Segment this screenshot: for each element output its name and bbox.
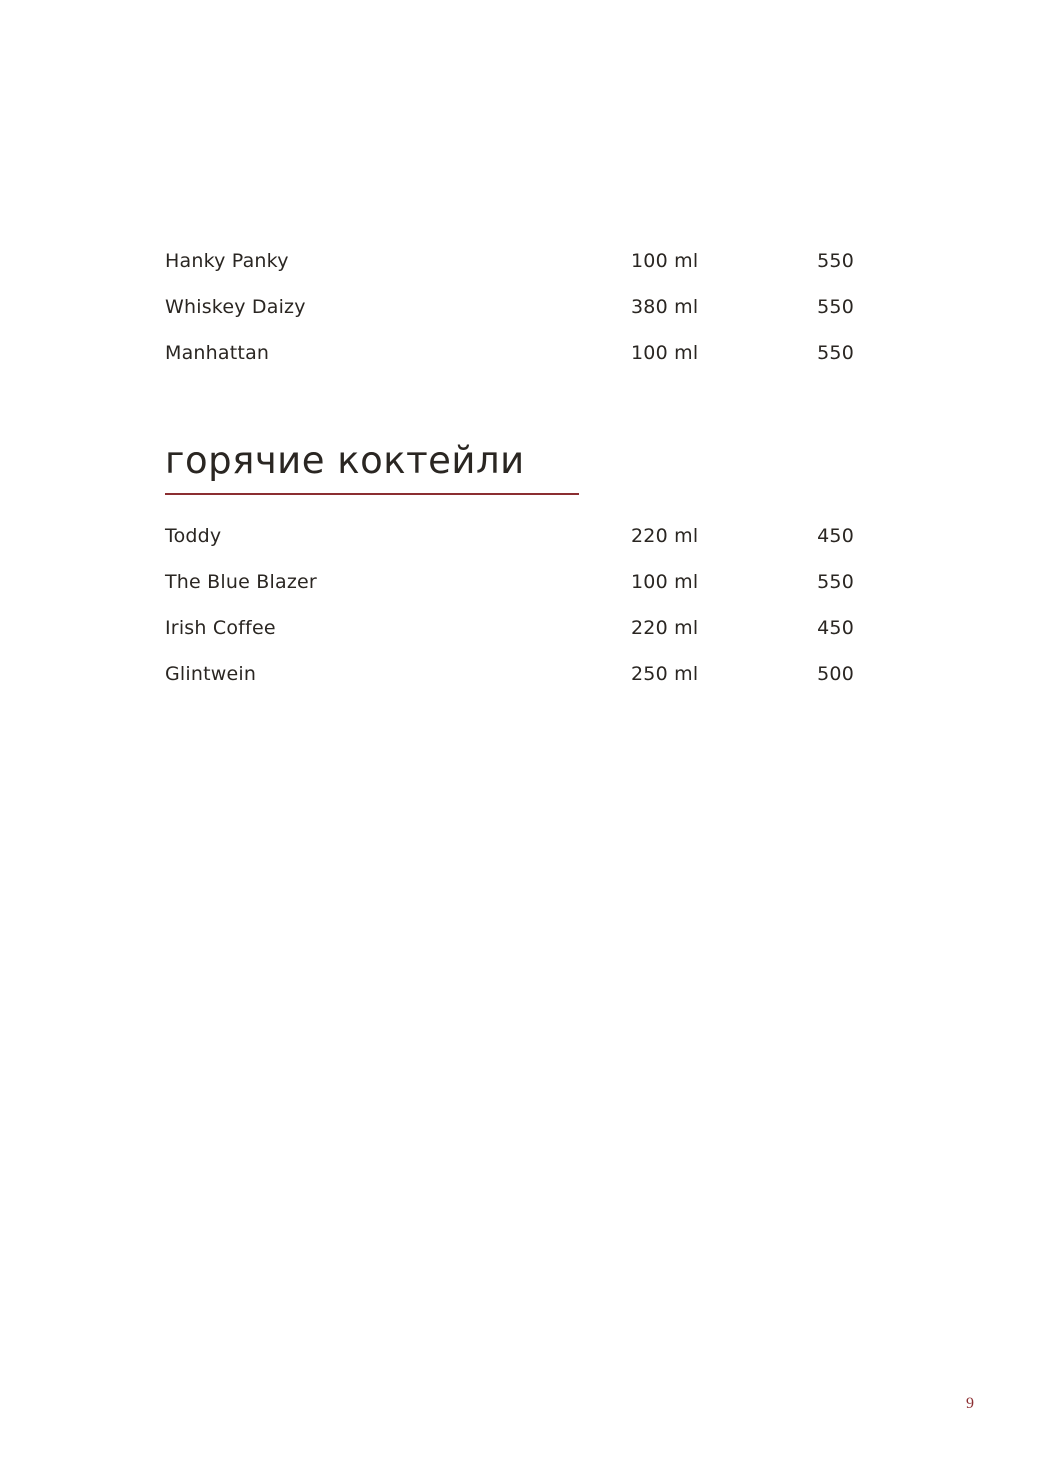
section-title: горячие коктейли: [165, 439, 525, 482]
item-volume: 220 ml: [631, 617, 699, 639]
menu-item: [165, 614, 854, 660]
menu-item: [165, 293, 854, 339]
item-volume: 100 ml: [631, 250, 699, 272]
item-price: 500: [817, 663, 854, 685]
item-name: Glintwein: [165, 663, 257, 685]
menu-item: [165, 568, 854, 614]
item-price: 550: [817, 342, 854, 364]
item-name: Toddy: [165, 525, 222, 547]
item-volume: 100 ml: [631, 342, 699, 364]
item-volume: 380 ml: [631, 296, 699, 318]
menu-item: [165, 247, 854, 293]
menu-item: [165, 339, 854, 385]
item-price: 550: [817, 296, 854, 318]
item-name: Irish Coffee: [165, 617, 276, 639]
hot-cocktail-list: [165, 522, 854, 706]
item-volume: 250 ml: [631, 663, 699, 685]
item-volume: 100 ml: [631, 571, 699, 593]
menu-item: [165, 660, 854, 706]
item-volume: 220 ml: [631, 525, 699, 547]
page-number: 9: [966, 1395, 974, 1412]
item-price: 550: [817, 250, 854, 272]
item-name: Hanky Panky: [165, 250, 289, 272]
item-name: Whiskey Daizy: [165, 296, 306, 318]
item-price: 450: [817, 525, 854, 547]
item-name: The Blue Blazer: [165, 571, 317, 593]
item-name: Manhattan: [165, 342, 270, 364]
item-price: 450: [817, 617, 854, 639]
cocktail-list: [165, 247, 854, 385]
menu-item: [165, 522, 854, 568]
section-underline: [165, 493, 579, 495]
item-price: 550: [817, 571, 854, 593]
